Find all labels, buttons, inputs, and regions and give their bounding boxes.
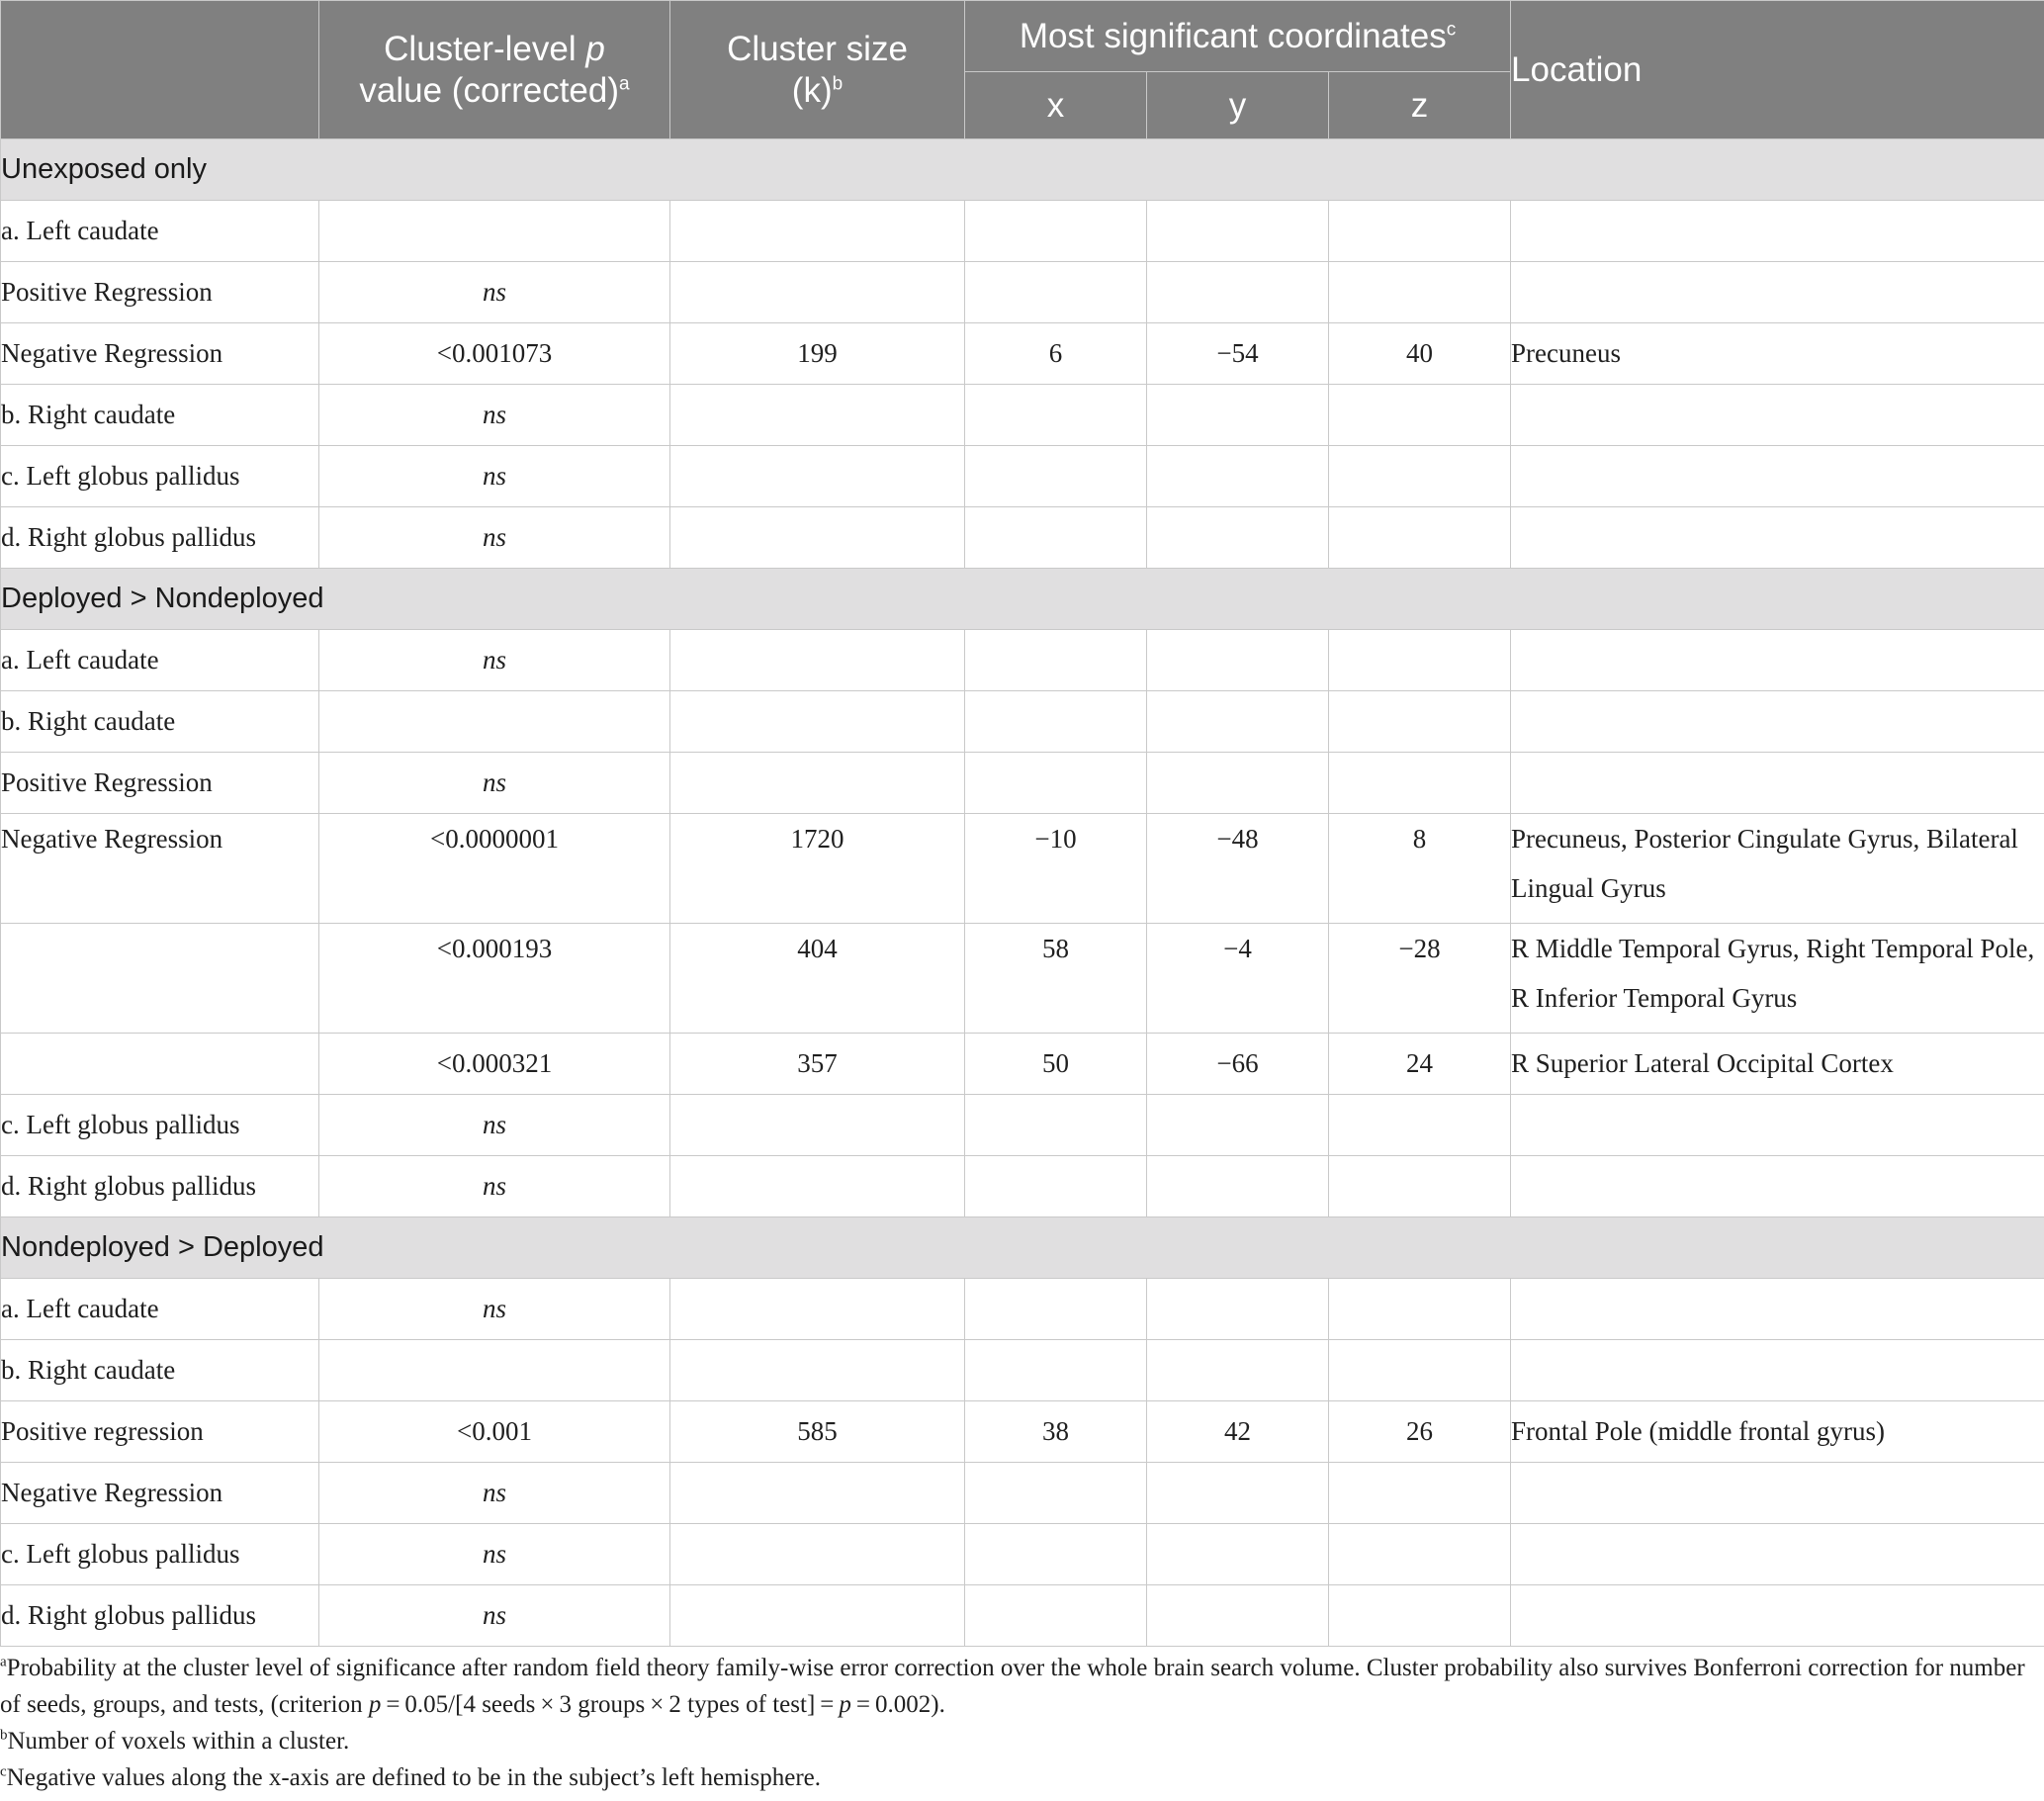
row-x bbox=[965, 1156, 1147, 1217]
row-y bbox=[1147, 691, 1329, 753]
row-size bbox=[670, 507, 965, 569]
header-coords-text: Most significant coordinates bbox=[1019, 16, 1447, 55]
section-deployed: Deployed > Nondeployed bbox=[1, 569, 2044, 630]
row-pvalue bbox=[319, 201, 670, 262]
section-row bbox=[1, 139, 2044, 201]
header-z: z bbox=[1329, 72, 1511, 139]
table-row bbox=[1, 924, 2044, 1034]
row-x bbox=[965, 385, 1147, 446]
section-nondeployed: Nondeployed > Deployed bbox=[1, 1217, 2044, 1279]
row-pvalue bbox=[319, 1340, 670, 1401]
header-size-text2: (k) bbox=[791, 70, 833, 110]
row-x bbox=[965, 1524, 1147, 1585]
row-size: 1720 bbox=[670, 814, 965, 924]
row-y bbox=[1147, 1156, 1329, 1217]
footnote-a-text: Probability at the cluster level of significance after random field theory family-wise error correction over the whole brain search volume. Cluster probability also survives Bonferroni correction for number of seeds, groups, and tests, (criterion bbox=[0, 1655, 2025, 1718]
row-pvalue: ns bbox=[319, 1156, 670, 1217]
row-y: −66 bbox=[1147, 1034, 1329, 1095]
row-size bbox=[670, 385, 965, 446]
row-z bbox=[1329, 630, 1511, 691]
footnote-c-mark: c bbox=[0, 1763, 7, 1780]
row-z bbox=[1329, 385, 1511, 446]
section-unexposed: Unexposed only bbox=[1, 139, 2044, 201]
row-label: Positive regression bbox=[1, 1401, 319, 1463]
footnote-a bbox=[0, 1650, 2044, 1723]
row-label: d. Right globus pallidus bbox=[1, 1156, 319, 1217]
row-size: 199 bbox=[670, 323, 965, 385]
header-y: y bbox=[1147, 72, 1329, 139]
table-row bbox=[1, 1034, 2044, 1095]
row-y: −48 bbox=[1147, 814, 1329, 924]
row-location bbox=[1511, 1585, 2044, 1647]
row-y: −54 bbox=[1147, 323, 1329, 385]
row-location bbox=[1511, 1340, 2044, 1401]
row-pvalue: ns bbox=[319, 385, 670, 446]
row-label: a. Left caudate bbox=[1, 1279, 319, 1340]
row-label: c. Left globus pallidus bbox=[1, 1095, 319, 1156]
row-z: 26 bbox=[1329, 1401, 1511, 1463]
row-z bbox=[1329, 753, 1511, 814]
row-label: c. Left globus pallidus bbox=[1, 1524, 319, 1585]
row-x: 6 bbox=[965, 323, 1147, 385]
table-row bbox=[1, 1524, 2044, 1585]
row-z bbox=[1329, 201, 1511, 262]
table-row bbox=[1, 630, 2044, 691]
table-row bbox=[1, 1585, 2044, 1647]
row-pvalue: <0.000321 bbox=[319, 1034, 670, 1095]
row-label: b. Right caudate bbox=[1, 691, 319, 753]
table-row bbox=[1, 1156, 2044, 1217]
row-label: Negative Regression bbox=[1, 814, 319, 924]
row-y bbox=[1147, 201, 1329, 262]
footnote-a-text: = 0.05/[4 seeds × 3 groups × 2 types of test] = bbox=[381, 1691, 840, 1718]
row-location bbox=[1511, 1279, 2044, 1340]
row-location: Precuneus bbox=[1511, 323, 2044, 385]
row-pvalue: <0.001073 bbox=[319, 323, 670, 385]
row-location bbox=[1511, 385, 2044, 446]
row-x bbox=[965, 201, 1147, 262]
row-z: −28 bbox=[1329, 924, 1511, 1034]
row-size bbox=[670, 446, 965, 507]
row-label: Positive Regression bbox=[1, 262, 319, 323]
row-pvalue: <0.0000001 bbox=[319, 814, 670, 924]
header-location: Location bbox=[1511, 1, 2044, 139]
row-size bbox=[670, 1279, 965, 1340]
row-label: d. Right globus pallidus bbox=[1, 507, 319, 569]
row-size bbox=[670, 1463, 965, 1524]
row-label: c. Left globus pallidus bbox=[1, 446, 319, 507]
row-y bbox=[1147, 385, 1329, 446]
row-location bbox=[1511, 201, 2044, 262]
table-row bbox=[1, 1463, 2044, 1524]
row-size: 357 bbox=[670, 1034, 965, 1095]
table-row bbox=[1, 753, 2044, 814]
row-pvalue: ns bbox=[319, 446, 670, 507]
row-y bbox=[1147, 753, 1329, 814]
header-x: x bbox=[965, 72, 1147, 139]
row-pvalue bbox=[319, 691, 670, 753]
row-x bbox=[965, 507, 1147, 569]
row-y bbox=[1147, 1095, 1329, 1156]
row-z: 8 bbox=[1329, 814, 1511, 924]
row-y bbox=[1147, 262, 1329, 323]
footnote-a-text: = 0.002). bbox=[850, 1691, 945, 1718]
row-pvalue: ns bbox=[319, 1095, 670, 1156]
table-row bbox=[1, 691, 2044, 753]
row-x: 50 bbox=[965, 1034, 1147, 1095]
row-y bbox=[1147, 446, 1329, 507]
row-x bbox=[965, 630, 1147, 691]
row-size bbox=[670, 1095, 965, 1156]
row-size bbox=[670, 1585, 965, 1647]
footnote-a-p: p bbox=[368, 1691, 382, 1718]
row-location bbox=[1511, 1156, 2044, 1217]
footnote-b-mark: b bbox=[0, 1727, 8, 1744]
row-x: −10 bbox=[965, 814, 1147, 924]
section-row bbox=[1, 569, 2044, 630]
row-label: a. Left caudate bbox=[1, 201, 319, 262]
row-size bbox=[670, 1524, 965, 1585]
row-label: b. Right caudate bbox=[1, 385, 319, 446]
row-label bbox=[1, 924, 319, 1034]
row-label: Negative Regression bbox=[1, 1463, 319, 1524]
row-pvalue: <0.001 bbox=[319, 1401, 670, 1463]
row-x bbox=[965, 446, 1147, 507]
header-coordinates bbox=[965, 1, 1511, 72]
row-y bbox=[1147, 1585, 1329, 1647]
row-y bbox=[1147, 1279, 1329, 1340]
header-pvalue-text: Cluster-level bbox=[384, 29, 586, 68]
row-pvalue: ns bbox=[319, 753, 670, 814]
footnote-a-mark: a bbox=[0, 1654, 7, 1670]
row-pvalue: ns bbox=[319, 1585, 670, 1647]
row-location bbox=[1511, 1463, 2044, 1524]
row-x: 38 bbox=[965, 1401, 1147, 1463]
header-pvalue-text2: value (corrected) bbox=[359, 70, 620, 110]
header-pvalue-p: p bbox=[585, 29, 605, 68]
row-x bbox=[965, 691, 1147, 753]
row-size bbox=[670, 262, 965, 323]
header-row bbox=[1, 1, 2044, 72]
row-location bbox=[1511, 1524, 2044, 1585]
row-x bbox=[965, 262, 1147, 323]
row-y: −4 bbox=[1147, 924, 1329, 1034]
row-y bbox=[1147, 1340, 1329, 1401]
row-z bbox=[1329, 1279, 1511, 1340]
row-pvalue: ns bbox=[319, 1463, 670, 1524]
row-y bbox=[1147, 1524, 1329, 1585]
footnote-c-text: Negative values along the x-axis are defined to be in the subject’s left hemisphere. bbox=[6, 1764, 821, 1791]
row-label: d. Right globus pallidus bbox=[1, 1585, 319, 1647]
row-z bbox=[1329, 1156, 1511, 1217]
footnote-a-p: p bbox=[839, 1691, 851, 1718]
header-blank-cell bbox=[1, 1, 319, 139]
row-z bbox=[1329, 446, 1511, 507]
row-pvalue: ns bbox=[319, 1524, 670, 1585]
row-x bbox=[965, 1340, 1147, 1401]
row-y bbox=[1147, 1463, 1329, 1524]
row-location bbox=[1511, 507, 2044, 569]
row-size: 404 bbox=[670, 924, 965, 1034]
row-location bbox=[1511, 1095, 2044, 1156]
row-z: 24 bbox=[1329, 1034, 1511, 1095]
row-label: b. Right caudate bbox=[1, 1340, 319, 1401]
row-label bbox=[1, 1034, 319, 1095]
table-row bbox=[1, 385, 2044, 446]
table-row bbox=[1, 1095, 2044, 1156]
header-size-sup: b bbox=[832, 72, 844, 94]
row-x: 58 bbox=[965, 924, 1147, 1034]
row-x bbox=[965, 1095, 1147, 1156]
table-row bbox=[1, 446, 2044, 507]
row-z bbox=[1329, 262, 1511, 323]
row-location: R Middle Temporal Gyrus, Right Temporal Pole, R Inferior Temporal Gyrus bbox=[1511, 924, 2044, 1034]
row-z bbox=[1329, 1585, 1511, 1647]
row-z bbox=[1329, 1095, 1511, 1156]
row-size bbox=[670, 691, 965, 753]
row-y bbox=[1147, 630, 1329, 691]
row-size bbox=[670, 1340, 965, 1401]
section-row bbox=[1, 1217, 2044, 1279]
row-x bbox=[965, 753, 1147, 814]
header-cluster-size bbox=[670, 1, 965, 139]
table-row bbox=[1, 507, 2044, 569]
row-y: 42 bbox=[1147, 1401, 1329, 1463]
header-pvalue bbox=[319, 1, 670, 139]
table-row bbox=[1, 814, 2044, 924]
row-size bbox=[670, 201, 965, 262]
header-size-text: Cluster size bbox=[727, 29, 908, 68]
row-z bbox=[1329, 1524, 1511, 1585]
table-row bbox=[1, 323, 2044, 385]
row-x bbox=[965, 1585, 1147, 1647]
row-pvalue: <0.000193 bbox=[319, 924, 670, 1034]
row-location bbox=[1511, 630, 2044, 691]
footnote-c bbox=[0, 1759, 2044, 1796]
row-x bbox=[965, 1279, 1147, 1340]
row-z: 40 bbox=[1329, 323, 1511, 385]
table-row bbox=[1, 201, 2044, 262]
row-size bbox=[670, 630, 965, 691]
row-location: Precuneus, Posterior Cingulate Gyrus, Bilateral Lingual Gyrus bbox=[1511, 814, 2044, 924]
row-label: Negative Regression bbox=[1, 323, 319, 385]
row-size bbox=[670, 1156, 965, 1217]
row-z bbox=[1329, 507, 1511, 569]
footnote-b bbox=[0, 1723, 2044, 1759]
row-pvalue: ns bbox=[319, 262, 670, 323]
footnotes bbox=[0, 1650, 2044, 1796]
row-z bbox=[1329, 1463, 1511, 1524]
table-row bbox=[1, 262, 2044, 323]
row-location: Frontal Pole (middle frontal gyrus) bbox=[1511, 1401, 2044, 1463]
table-row bbox=[1, 1279, 2044, 1340]
row-z bbox=[1329, 1340, 1511, 1401]
header-pvalue-sup: a bbox=[619, 72, 630, 94]
row-size: 585 bbox=[670, 1401, 965, 1463]
row-location bbox=[1511, 446, 2044, 507]
table-row bbox=[1, 1401, 2044, 1463]
row-z bbox=[1329, 691, 1511, 753]
row-label: a. Left caudate bbox=[1, 630, 319, 691]
row-size bbox=[670, 753, 965, 814]
footnote-b-text: Number of voxels within a cluster. bbox=[7, 1728, 350, 1755]
row-location bbox=[1511, 753, 2044, 814]
row-x bbox=[965, 1463, 1147, 1524]
row-location bbox=[1511, 262, 2044, 323]
header-coords-sup: c bbox=[1446, 18, 1457, 40]
table-row bbox=[1, 1340, 2044, 1401]
row-location: R Superior Lateral Occipital Cortex bbox=[1511, 1034, 2044, 1095]
row-pvalue: ns bbox=[319, 630, 670, 691]
row-location bbox=[1511, 691, 2044, 753]
row-pvalue: ns bbox=[319, 1279, 670, 1340]
row-y bbox=[1147, 507, 1329, 569]
row-label: Positive Regression bbox=[1, 753, 319, 814]
row-pvalue: ns bbox=[319, 507, 670, 569]
